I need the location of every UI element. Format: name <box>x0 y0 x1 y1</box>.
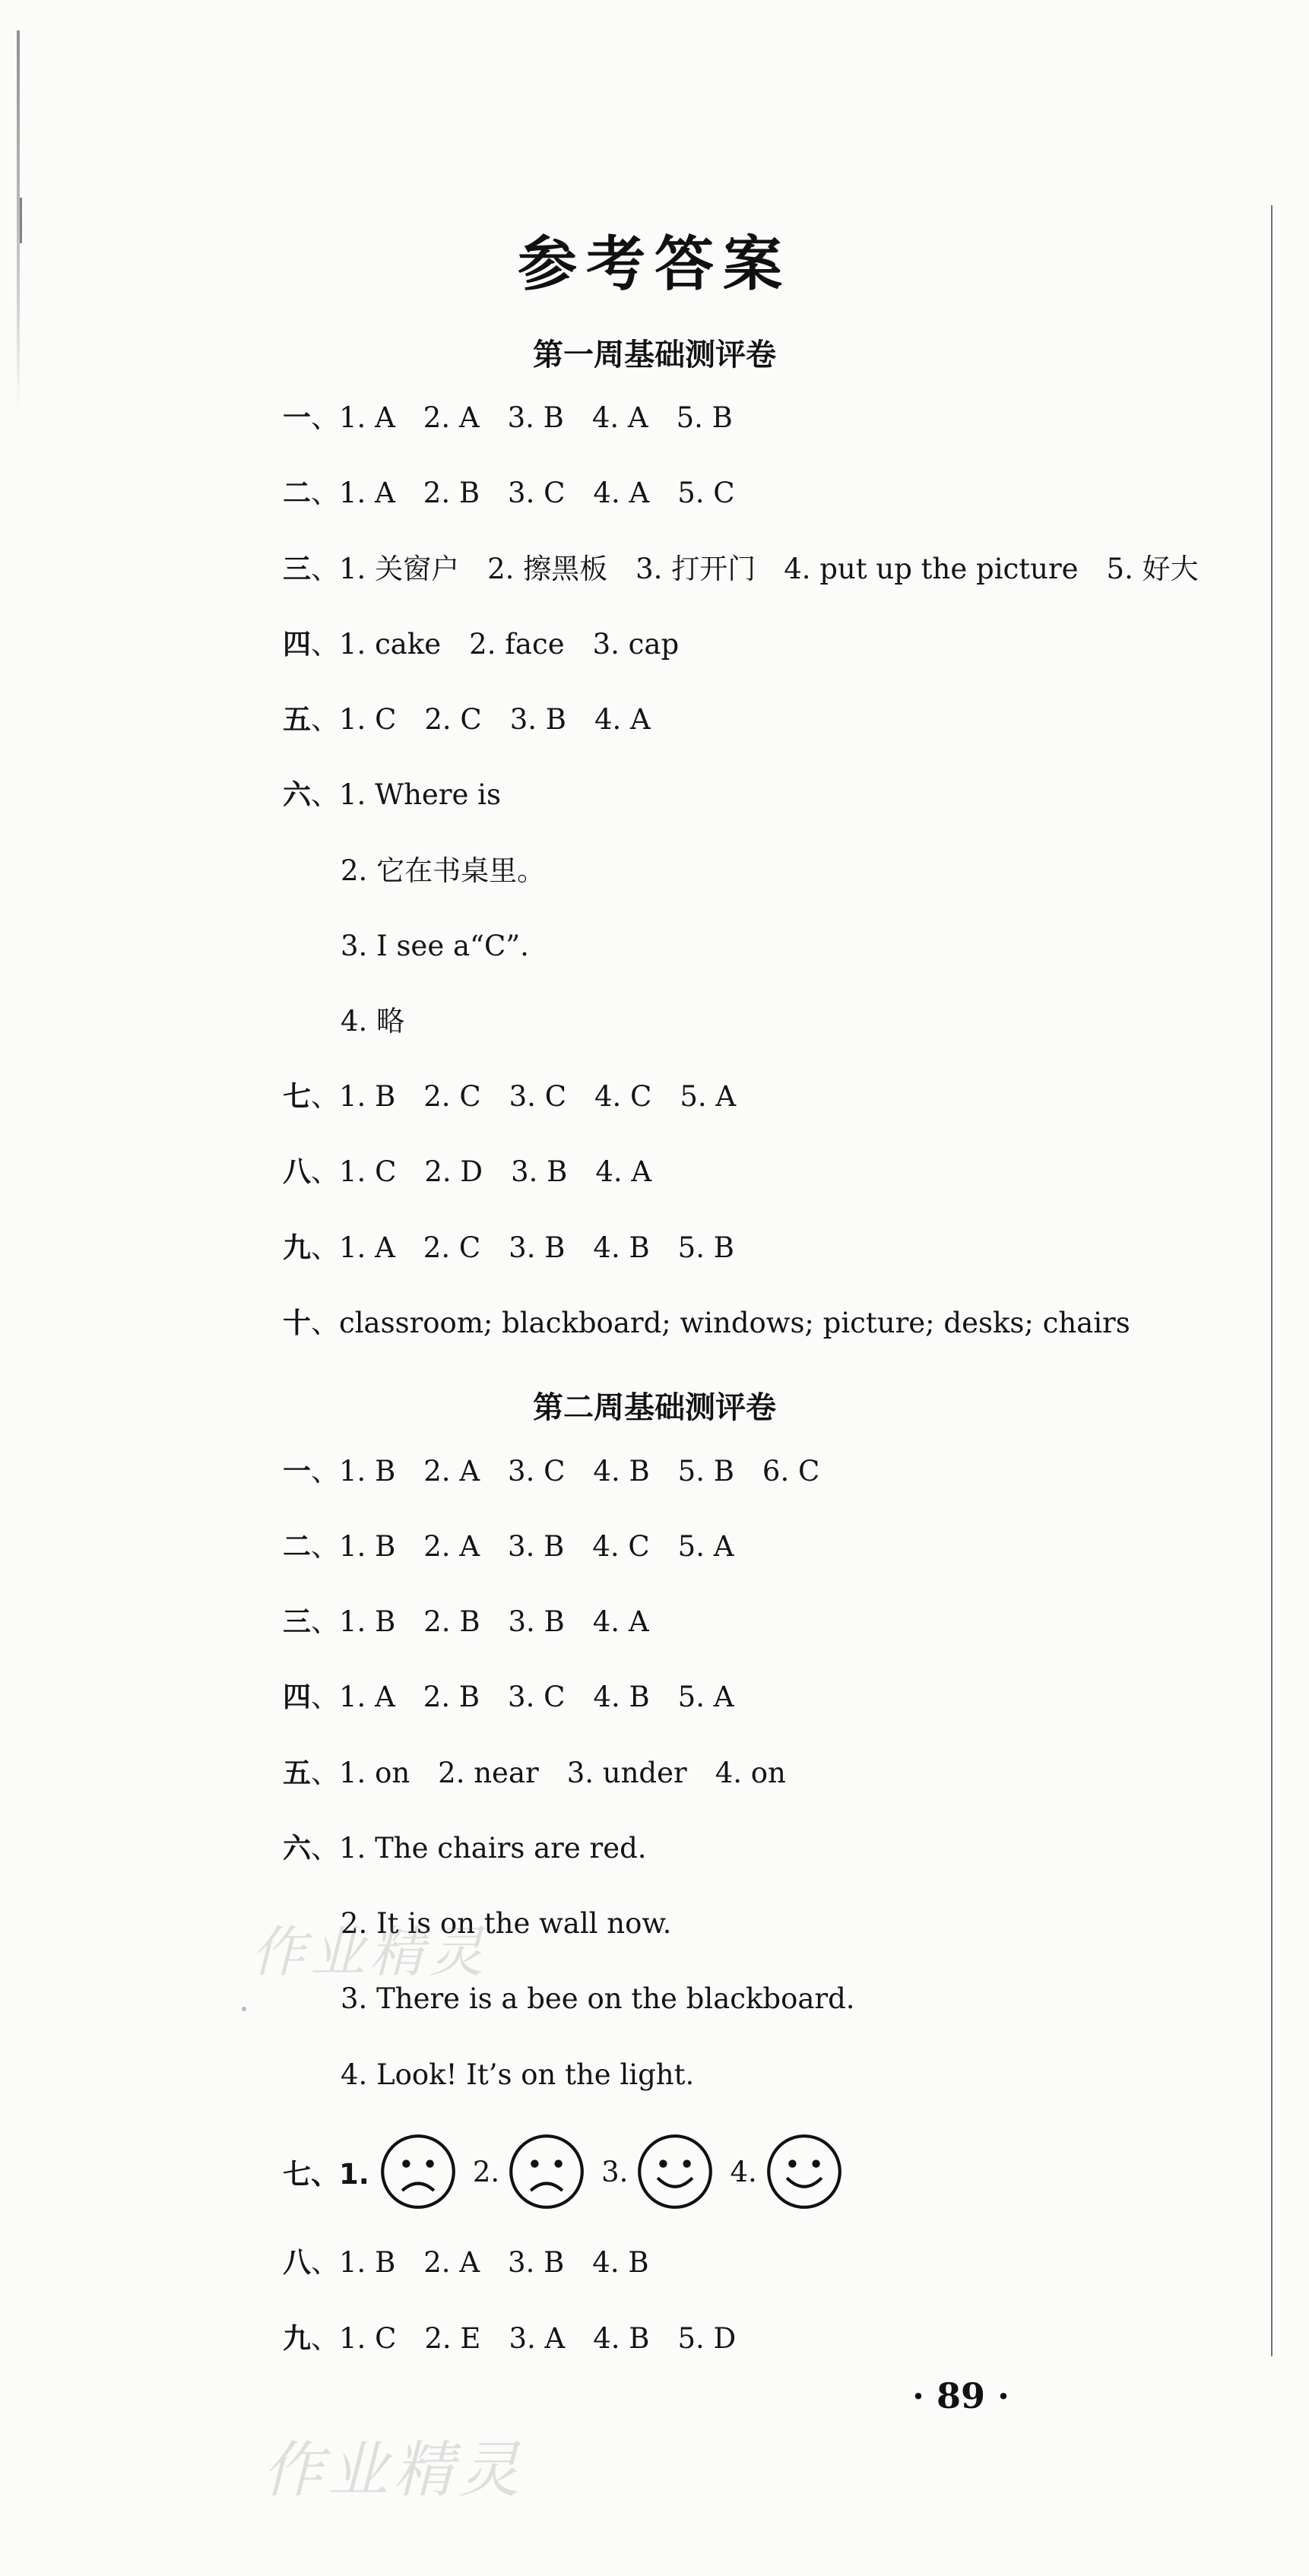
answer-line: 五、1. C 2. C 3. B 4. A <box>283 703 651 736</box>
face-item-number: 4. <box>730 2155 757 2188</box>
answer-line: 八、1. B 2. A 3. B 4. B <box>283 2246 649 2279</box>
sad-face-icon <box>379 2132 458 2211</box>
answer-subline: 3. There is a bee on the blackboard. <box>341 1982 855 2015</box>
answer-subline: 3. I see a“C”. <box>341 930 529 962</box>
answer-line: 六、1. Where is <box>283 778 501 811</box>
answer-line: 九、1. A 2. C 3. B 4. B 5. B <box>283 1231 734 1264</box>
answer-line: 八、1. C 2. D 3. B 4. A <box>283 1155 652 1188</box>
answer-line: 四、1. A 2. B 3. C 4. B 5. A <box>283 1681 734 1713</box>
happy-face-icon <box>635 2132 715 2211</box>
faces-answer-row <box>283 2132 844 2211</box>
section-heading-week-2: 第二周基础测评卷 <box>533 1390 776 1425</box>
page-number: · 89 · <box>912 2375 1010 2416</box>
answer-subline: 2. It is on the wall now. <box>341 1907 672 1940</box>
answer-subline: 4. Look! It’s on the light. <box>341 2058 695 2091</box>
answer-line: 七、1. B 2. C 3. C 4. C 5. A <box>283 1080 737 1113</box>
answer-line: 六、1. The chairs are red. <box>283 1832 647 1865</box>
faces-row-label: 七、1. <box>283 2158 369 2191</box>
answer-line: 三、1. B 2. B 3. B 4. A <box>283 1605 649 1638</box>
answer-line: 四、1. cake 2. face 3. cap <box>283 628 680 661</box>
watermark: 作业精灵 <box>262 2435 524 2505</box>
answer-line: 五、1. on 2. near 3. under 4. on <box>283 1757 786 1789</box>
watermark: 作业精灵 <box>251 1920 489 1984</box>
answer-line: 十、classroom; blackboard; windows; picture; desks; chairs <box>283 1307 1130 1339</box>
answer-subline: 4. 略 <box>341 1005 405 1038</box>
sad-face-icon <box>507 2132 586 2211</box>
scan-speck <box>242 2007 246 2011</box>
page-title: 参考答案 <box>517 230 791 299</box>
answer-line: 九、1. C 2. E 3. A 4. B 5. D <box>283 2322 737 2355</box>
answer-line: 一、1. B 2. A 3. C 4. B 5. B 6. C <box>283 1455 820 1488</box>
answer-line: 二、1. B 2. A 3. B 4. C 5. A <box>283 1530 734 1563</box>
face-item-number: 3. <box>601 2155 629 2188</box>
face-item-number: 2. <box>472 2155 500 2188</box>
answer-subline: 2. 它在书桌里。 <box>341 854 546 887</box>
answer-line: 三、1. 关窗户 2. 擦黑板 3. 打开门 4. put up the picture 5. 好大 <box>283 553 1199 585</box>
answer-line: 二、1. A 2. B 3. C 4. A 5. C <box>283 477 735 509</box>
happy-face-icon <box>765 2132 844 2211</box>
column-rule <box>1271 205 1273 2356</box>
section-heading-week-1: 第一周基础测评卷 <box>533 337 776 372</box>
answer-line: 一、1. A 2. A 3. B 4. A 5. B <box>283 401 733 434</box>
